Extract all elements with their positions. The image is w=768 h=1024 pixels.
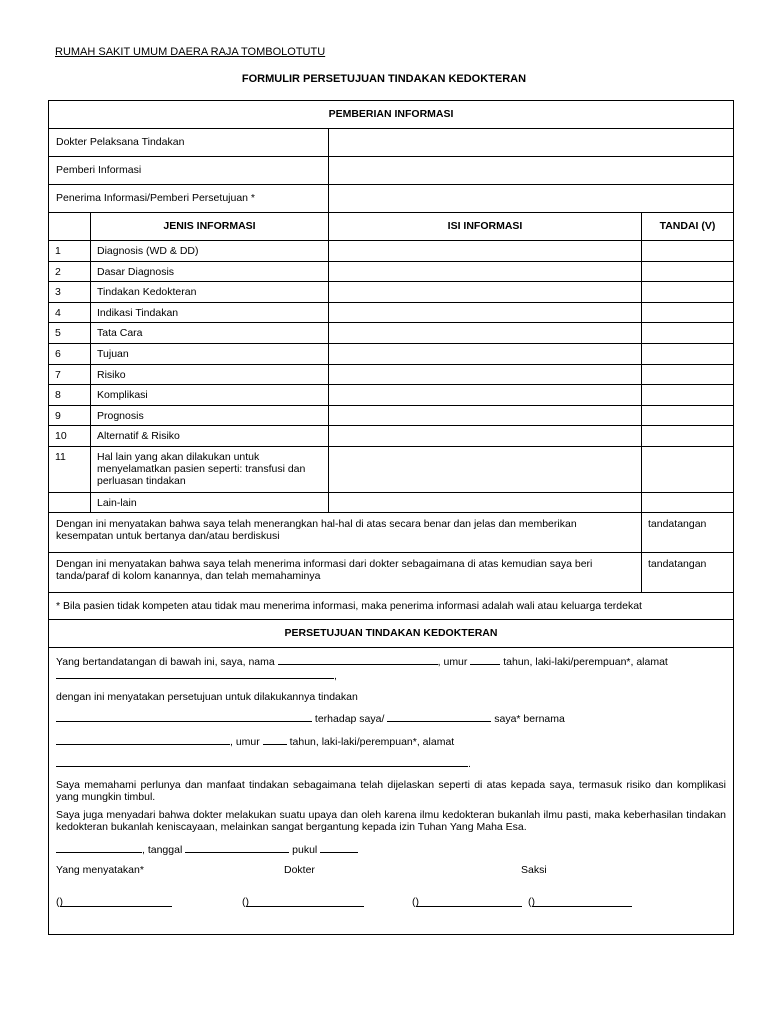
item-content-cell[interactable] xyxy=(329,406,642,426)
consent-line-1 xyxy=(56,654,726,669)
header-isi: ISI INFORMASI xyxy=(329,213,642,240)
info-item-row xyxy=(49,447,733,493)
item-number: 5 xyxy=(49,323,91,343)
nama-blank[interactable] xyxy=(278,654,438,665)
consent-text: Yang bertandatangan di bawah ini, saya, nama xyxy=(56,655,275,668)
consent-line-3: dengan ini menyatakan persetujuan untuk dilakukannya tindakan xyxy=(56,690,358,703)
item-content-cell[interactable] xyxy=(329,303,642,323)
field-penerima-informasi xyxy=(49,185,733,213)
consent-text: , umur xyxy=(230,735,260,748)
consent-section-heading: PERSETUJUAN TINDAKAN KEDOKTERAN xyxy=(49,620,733,648)
consent-text: . xyxy=(468,758,471,771)
item-number: 6 xyxy=(49,344,91,364)
consent-text: pukul xyxy=(292,843,318,856)
item-number: 9 xyxy=(49,406,91,426)
item-check-cell[interactable] xyxy=(642,282,733,302)
item-check-cell[interactable] xyxy=(642,447,733,492)
patient-age-blank[interactable] xyxy=(263,734,287,745)
consent-paragraph-1: Saya memahami perlunya dan manfaat tindakan sebagaimana telah dijelaskan seperti di atas kepada saya, termasuk risiko dan komplikasi yang mungkin timbul. xyxy=(56,778,726,804)
signature-doctor[interactable]: ( ) xyxy=(242,896,249,909)
consent-form-table xyxy=(48,100,734,935)
hospital-name: RUMAH SAKIT UMUM DAERA RAJA TOMBOLOTUTU xyxy=(55,46,326,58)
consent-text: , xyxy=(334,670,337,683)
item-number: 4 xyxy=(49,303,91,323)
item-check-cell[interactable] xyxy=(642,385,733,405)
patient-address-blank[interactable] xyxy=(56,756,468,767)
header-no xyxy=(49,213,91,240)
info-item-row xyxy=(49,262,733,283)
item-content-cell[interactable] xyxy=(329,493,642,512)
item-content-cell[interactable] xyxy=(329,365,642,385)
item-label: Indikasi Tindakan xyxy=(91,303,329,323)
info-item-row xyxy=(49,406,733,427)
item-label: Risiko xyxy=(91,365,329,385)
item-label: Dasar Diagnosis xyxy=(91,262,329,282)
patient-signature-cell[interactable]: tandatangan xyxy=(648,557,707,570)
field-label: Dokter Pelaksana Tindakan xyxy=(49,129,329,156)
consent-paragraph-2: Saya juga menyadari bahwa dokter melakukan suatu upaya dan oleh karena ilmu kedokteran bukanlah ilmu pasti, maka keberhasilan tindakan kedokteran bukanlah keniscayaan, melainkan sangat bergantung kepada izin Tuhan Yang Maha Esa. xyxy=(56,808,726,834)
tindakan-blank[interactable] xyxy=(56,711,312,722)
info-item-row xyxy=(49,344,733,365)
item-label: Diagnosis (WD & DD) xyxy=(91,241,329,261)
signer-labels xyxy=(56,864,726,878)
item-content-cell[interactable] xyxy=(329,447,642,492)
item-content-cell[interactable] xyxy=(329,426,642,446)
penerima-informasi-input[interactable] xyxy=(329,185,733,212)
info-item-row xyxy=(49,385,733,406)
signer-doctor-label: Dokter xyxy=(284,864,315,877)
info-item-row xyxy=(49,241,733,262)
place-blank[interactable] xyxy=(56,842,142,853)
time-blank[interactable] xyxy=(320,842,358,853)
signature-witness-1[interactable]: ( ) xyxy=(412,896,419,909)
item-label: Lain-lain xyxy=(91,493,329,512)
signer-witness-label: Saksi xyxy=(521,864,547,877)
info-item-row xyxy=(49,365,733,386)
consent-text: , tanggal xyxy=(142,843,183,856)
field-pemberi-informasi xyxy=(49,157,733,185)
item-check-cell[interactable] xyxy=(642,493,733,512)
form-title: FORMULIR PERSETUJUAN TINDAKAN KEDOKTERAN xyxy=(241,73,527,85)
consent-line-6 xyxy=(56,756,726,771)
item-content-cell[interactable] xyxy=(329,385,642,405)
item-content-cell[interactable] xyxy=(329,323,642,343)
doctor-statement: Dengan ini menyatakan bahwa saya telah menerangkan hal-hal di atas secara benar dan jelas dan memberikan kesempatan untuk bertanya dan/atau berdiskusi xyxy=(49,513,642,552)
item-check-cell[interactable] xyxy=(642,365,733,385)
umur-blank[interactable] xyxy=(470,654,500,665)
dokter-pelaksana-input[interactable] xyxy=(329,129,733,156)
item-check-cell[interactable] xyxy=(642,262,733,282)
consent-line-4 xyxy=(56,711,726,726)
header-jenis: JENIS INFORMASI xyxy=(91,213,329,240)
info-item-row xyxy=(49,493,733,513)
item-label: Alternatif & Risiko xyxy=(91,426,329,446)
signer-stating-label: Yang menyatakan* xyxy=(56,864,144,877)
field-dokter-pelaksana xyxy=(49,129,733,157)
item-check-cell[interactable] xyxy=(642,241,733,261)
consent-text: tahun, laki-laki/perempuan*, alamat xyxy=(289,735,455,748)
consent-body xyxy=(49,648,733,934)
signature-witness-2[interactable]: ( ) xyxy=(528,896,535,909)
doctor-signature-cell[interactable]: tandatangan xyxy=(648,517,707,530)
item-label: Hal lain yang akan dilakukan untuk menyelamatkan pasien seperti: transfusi dan perluasan tindakan xyxy=(91,447,329,492)
item-content-cell[interactable] xyxy=(329,344,642,364)
item-content-cell[interactable] xyxy=(329,282,642,302)
item-label: Tujuan xyxy=(91,344,329,364)
patient-statement: Dengan ini menyatakan bahwa saya telah menerima informasi dari dokter sebagaimana di atas kemudian saya beri tanda/paraf di kolom kanannya, dan telah memahaminya xyxy=(49,553,642,592)
item-number: 2 xyxy=(49,262,91,282)
relation-blank[interactable] xyxy=(387,711,491,722)
item-number: 8 xyxy=(49,385,91,405)
item-label: Tata Cara xyxy=(91,323,329,343)
consent-text: saya* bernama xyxy=(494,713,565,726)
item-label: Prognosis xyxy=(91,406,329,426)
info-item-row xyxy=(49,303,733,324)
patient-statement-row xyxy=(49,553,733,593)
date-line xyxy=(56,842,726,857)
item-number: 7 xyxy=(49,365,91,385)
item-check-cell[interactable] xyxy=(642,426,733,446)
item-check-cell[interactable] xyxy=(642,303,733,323)
item-label: Tindakan Kedokteran xyxy=(91,282,329,302)
item-number: 10 xyxy=(49,426,91,446)
item-check-cell[interactable] xyxy=(642,406,733,426)
pemberi-informasi-input[interactable] xyxy=(329,157,733,184)
alamat-blank[interactable] xyxy=(56,668,334,679)
item-label: Komplikasi xyxy=(91,385,329,405)
footnote: * Bila pasien tidak kompeten atau tidak mau menerima informasi, maka penerima informasi adalah wali atau keluarga terdekat xyxy=(49,593,733,620)
header-tandai: TANDAI (V) xyxy=(659,220,716,232)
consent-text: tahun, laki-laki/perempuan*, alamat xyxy=(503,655,668,668)
item-content-cell[interactable] xyxy=(329,262,642,282)
signature-lines xyxy=(56,896,726,910)
item-check-cell[interactable] xyxy=(642,323,733,343)
info-item-row xyxy=(49,426,733,447)
consent-line-5 xyxy=(56,734,726,749)
info-item-row xyxy=(49,323,733,344)
field-label: Pemberi Informasi xyxy=(49,157,329,184)
consent-text: , umur xyxy=(437,655,468,668)
item-number: 1 xyxy=(49,241,91,261)
item-number: 11 xyxy=(49,447,91,492)
info-item-row xyxy=(49,282,733,303)
item-content-cell[interactable] xyxy=(329,241,642,261)
item-number xyxy=(49,493,91,512)
patient-name-blank[interactable] xyxy=(56,734,230,745)
item-number: 3 xyxy=(49,282,91,302)
info-section-heading: PEMBERIAN INFORMASI xyxy=(49,101,733,129)
consent-line-2 xyxy=(56,668,726,683)
doctor-statement-row xyxy=(49,513,733,553)
signature-stating[interactable]: ( ) xyxy=(56,896,63,909)
date-blank[interactable] xyxy=(185,842,289,853)
field-label: Penerima Informasi/Pemberi Persetujuan * xyxy=(49,185,329,212)
item-check-cell[interactable] xyxy=(642,344,733,364)
consent-text: terhadap saya/ xyxy=(314,713,385,726)
info-grid-header xyxy=(49,213,733,241)
